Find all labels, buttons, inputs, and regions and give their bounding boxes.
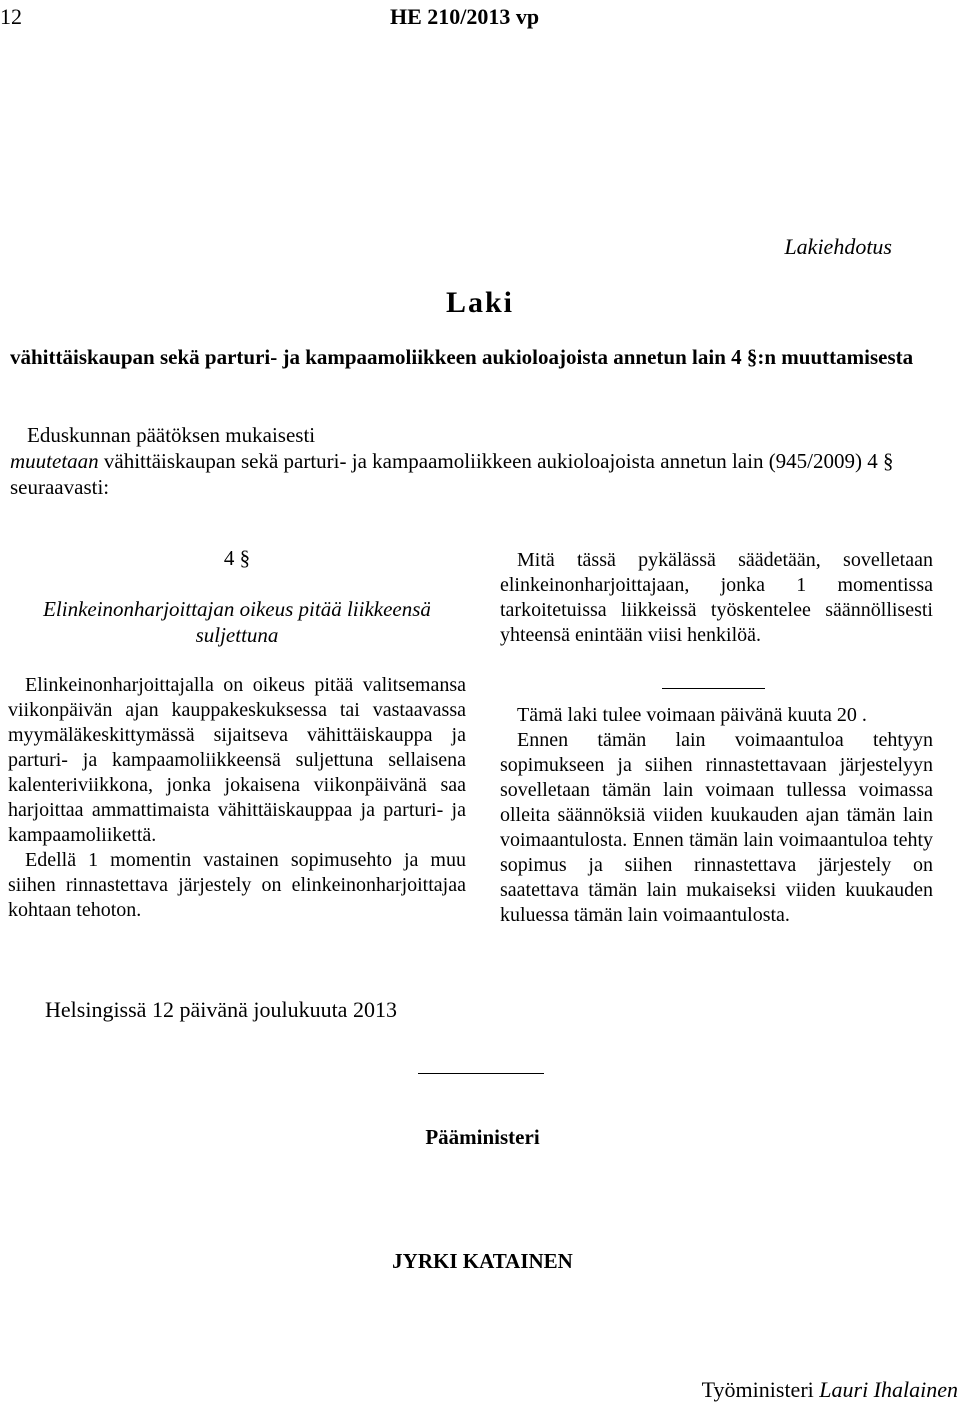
section-paragraph-2: Edellä 1 momentin vastainen sopimusehto ja muu siihen rinnastettava järjestely on elinkeinonharjoittajaa kohtaan tehoton. (8, 849, 466, 921)
document-id: HE 210/2013 vp (390, 4, 540, 29)
minister-signature (702, 1377, 958, 1403)
enactment-clause (10, 422, 955, 500)
section-paragraph-3: Mitä tässä pykälässä säädetään, sovelletaan elinkeinonharjoittajaan, jonka 1 momentissa tarkoitetuissa liikkeissä työskentelee säännöllisesti yhteensä enintään viisi henkilöä. (500, 549, 933, 646)
enactment-line-2 (10, 448, 955, 500)
proposal-label: Lakiehdotus (784, 234, 892, 259)
enactment-text: vähittäiskaupan sekä parturi- ja kampaamoliikkeen aukioloajoista annetun lain (945/2009) 4 § seuraavasti: (10, 449, 894, 499)
prime-minister-name: JYRKI KATAINEN (392, 1249, 573, 1273)
minister-name: Lauri Ihalainen (819, 1377, 958, 1402)
section-number: 4 § (223, 546, 251, 570)
place-date: Helsingissä 12 päivänä joulukuuta 2013 (45, 997, 397, 1022)
divider-long (418, 1073, 544, 1074)
entry-paragraph-1: Tämä laki tulee voimaan päivänä kuuta 20 . (517, 704, 867, 726)
law-title: Laki (445, 286, 515, 319)
enactment-verb: muutetaan (10, 449, 99, 473)
entry-into-force (500, 703, 933, 928)
enactment-line-1: Eduskunnan päätöksen mukaisesti (27, 423, 316, 447)
law-subtitle: vähittäiskaupan sekä parturi- ja kampaamoliikkeen aukioloajoista annetun lain 4 §:n muuttamisesta (10, 345, 914, 369)
page-number: 12 (0, 4, 22, 29)
section-right-column (500, 548, 933, 648)
section-paragraph-1: Elinkeinonharjoittajalla on oikeus pitää valitsemansa viikonpäivän ajan kauppakeskuksessa tai vastaavassa myymäläkeskittymässä sijaitseva vähittäiskauppa ja parturi- ja kampaamoliikkeensä suljettuna sellaisena kalenteriviikkona, jonka jokaisena viikonpäivänä saa harjoittaa ammattimaista vähittäiskauppaa ja parturi- ja kampaamoliikettä. (8, 674, 466, 846)
entry-paragraph-2: Ennen tämän lain voimaantuloa tehtyyn sopimukseen ja siihen rinnastettavaan järjestelyyn sovelletaan tämän lain voimaan tullessa voimassa olleita säännöksiä viiden kuukauden ajan tämän lain voimaantulosta. Ennen tämän lain voimaantuloa tehty sopimus ja siihen rinnastettava järjestely on saatettava tämän lain mukaiseksi viiden kuukauden kuluessa tämän lain voimaantulosta. (500, 729, 933, 926)
section-left-column (8, 673, 466, 923)
minister-title: Työministeri (701, 1377, 814, 1402)
section-heading: Elinkeinonharjoittajan oikeus pitää liikkeensä suljettuna (43, 597, 431, 647)
prime-minister-title: Pääministeri (425, 1125, 540, 1149)
divider-short (662, 688, 765, 689)
